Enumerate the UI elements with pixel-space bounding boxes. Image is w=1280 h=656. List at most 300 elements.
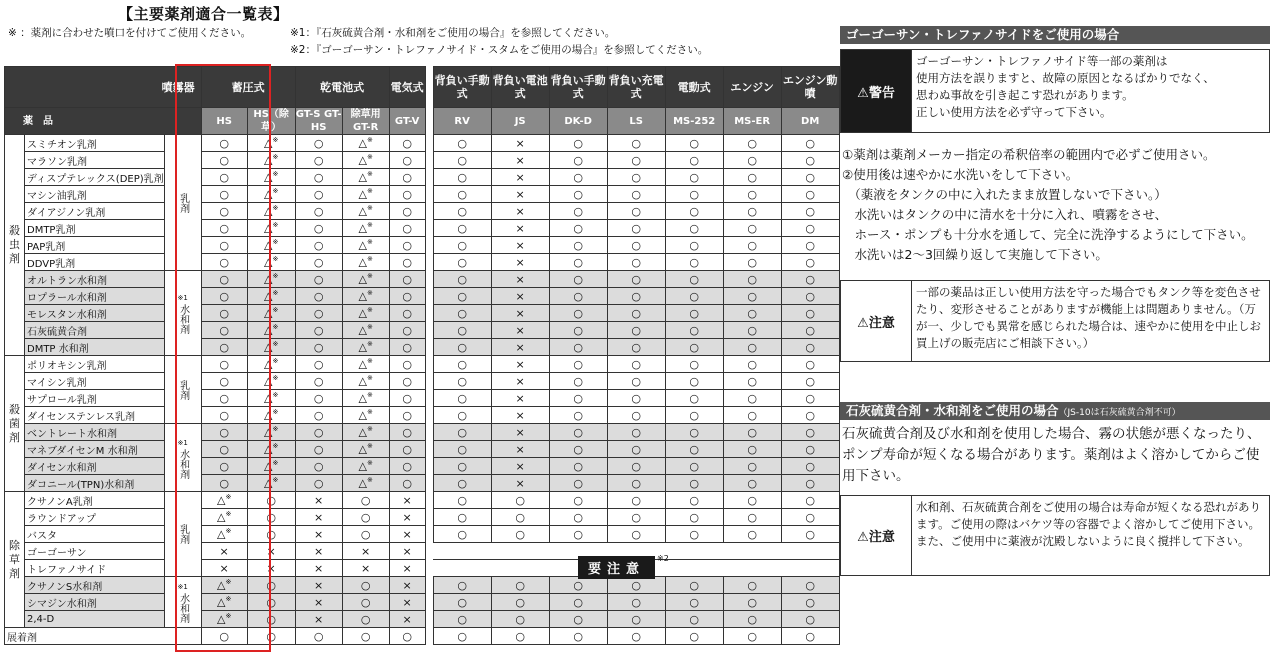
compat-cell: ○ xyxy=(433,577,491,594)
compat-cell: ○ xyxy=(781,135,839,152)
compat-cell: △※ xyxy=(247,152,295,169)
compat-cell: △※ xyxy=(342,339,389,356)
compat-cell: ○ xyxy=(247,577,295,594)
compat-cell: △※ xyxy=(342,322,389,339)
note-mark: ※ xyxy=(366,170,373,179)
wettable-mark: ※1 xyxy=(177,583,188,591)
compat-cell: ○ xyxy=(607,441,665,458)
compat-cell: ○ xyxy=(723,339,781,356)
compat-cell: ○ xyxy=(433,628,491,645)
caution-label: 要注意 xyxy=(578,556,655,579)
gap-cell xyxy=(425,237,433,254)
compat-cell: ○ xyxy=(723,475,781,492)
chemical-name: ダイアジノン乳剤 xyxy=(25,203,165,220)
compat-cell: ○ xyxy=(607,254,665,271)
compat-cell: △※ xyxy=(247,305,295,322)
gap-cell xyxy=(425,373,433,390)
compat-cell: ○ xyxy=(549,220,607,237)
table-row xyxy=(5,169,840,186)
compat-cell: ○ xyxy=(723,373,781,390)
compat-cell: ○ xyxy=(201,254,247,271)
model-header: GT-S GT-HS xyxy=(295,109,342,133)
compat-cell: ○ xyxy=(201,458,247,475)
compat-cell: △※ xyxy=(342,407,389,424)
compat-cell: ○ xyxy=(295,322,342,339)
compat-cell: ○ xyxy=(201,288,247,305)
compat-cell: ○ xyxy=(549,628,607,645)
compat-cell: × xyxy=(491,186,549,203)
compat-cell: ○ xyxy=(723,594,781,611)
compat-cell: ○ xyxy=(781,509,839,526)
note-mark: ※ xyxy=(366,391,373,400)
compat-cell: ○ xyxy=(665,356,723,373)
note-mark: ※ xyxy=(225,612,232,621)
compat-cell: × xyxy=(491,339,549,356)
model-header: DM xyxy=(781,108,839,135)
compat-cell: × xyxy=(389,543,425,560)
warning-line: 正しい使用方法を必ず守って下さい。 xyxy=(916,105,1112,119)
compat-cell: ○ xyxy=(781,271,839,288)
compat-cell: ○ xyxy=(781,441,839,458)
compat-cell: △※ xyxy=(342,373,389,390)
compat-cell: ○ xyxy=(781,577,839,594)
compat-cell: × xyxy=(247,543,295,560)
compat-cell: ○ xyxy=(665,322,723,339)
compat-cell: ○ xyxy=(389,322,425,339)
wettable-mark: ※1 xyxy=(177,438,188,447)
compat-cell: ○ xyxy=(665,254,723,271)
compat-cell: ○ xyxy=(607,356,665,373)
chemical-name: DMTP乳剤 xyxy=(25,220,165,237)
note-mark: ※ xyxy=(366,272,373,281)
compat-cell: ○ xyxy=(607,407,665,424)
compat-cell: ○ xyxy=(201,271,247,288)
compat-cell: ○ xyxy=(723,611,781,628)
compat-cell: ○ xyxy=(549,475,607,492)
compat-cell: ○ xyxy=(723,509,781,526)
gap-cell xyxy=(425,135,433,152)
compat-cell: × xyxy=(295,509,342,526)
gap-cell xyxy=(425,356,433,373)
compat-cell: ○ xyxy=(433,356,491,373)
compat-cell: ○ xyxy=(433,390,491,407)
compat-cell: ○ xyxy=(433,322,491,339)
compat-cell: ○ xyxy=(342,628,389,645)
note-mark: ※ xyxy=(366,408,373,417)
note-mark: ※ xyxy=(272,374,279,383)
gap-cell xyxy=(425,458,433,475)
table-row xyxy=(5,594,840,611)
compat-cell: ○ xyxy=(607,492,665,509)
table-row xyxy=(5,373,840,390)
table-row xyxy=(5,186,840,203)
compat-cell: △※ xyxy=(247,373,295,390)
compat-cell: ○ xyxy=(295,407,342,424)
note-mark: ※ xyxy=(366,136,373,145)
form-cell xyxy=(164,271,201,356)
compatibility-table xyxy=(4,66,840,645)
note-mark: ※ xyxy=(225,578,232,587)
compat-cell: △※ xyxy=(342,220,389,237)
compat-cell: ○ xyxy=(607,186,665,203)
compat-cell: ○ xyxy=(295,390,342,407)
compat-cell: ○ xyxy=(491,611,549,628)
compat-cell: ○ xyxy=(433,288,491,305)
table-row xyxy=(5,237,840,254)
chemical-name: マネブダイセンM 水和剤 xyxy=(25,441,165,458)
note-mark: ※ xyxy=(272,323,279,332)
compat-cell: ○ xyxy=(201,390,247,407)
compat-cell: ○ xyxy=(295,169,342,186)
compat-cell: △※ xyxy=(201,526,247,543)
compat-cell: ○ xyxy=(389,628,425,645)
compat-cell: ○ xyxy=(491,594,549,611)
compat-cell: ○ xyxy=(295,475,342,492)
note-mark: ※ xyxy=(225,595,232,604)
note-mark: ※ xyxy=(272,459,279,468)
compat-cell: △※ xyxy=(247,237,295,254)
compat-cell: ○ xyxy=(389,475,425,492)
model-header: RV xyxy=(433,108,491,135)
compat-cell: △※ xyxy=(342,288,389,305)
note-mark: ※ xyxy=(366,255,373,264)
table-row xyxy=(5,288,840,305)
compat-cell: △※ xyxy=(247,203,295,220)
caution-box-2 xyxy=(840,495,1270,576)
compat-cell: ○ xyxy=(665,492,723,509)
compat-cell: ○ xyxy=(781,339,839,356)
compat-cell: ○ xyxy=(665,424,723,441)
note-mark: ※ xyxy=(272,238,279,247)
compat-cell: ○ xyxy=(665,220,723,237)
compat-cell: × xyxy=(389,509,425,526)
compat-cell: × xyxy=(491,305,549,322)
table-row xyxy=(5,203,840,220)
gap-cell xyxy=(425,169,433,186)
compat-cell: ○ xyxy=(665,407,723,424)
compat-cell: × xyxy=(491,203,549,220)
compat-cell: ○ xyxy=(389,305,425,322)
compat-cell: ○ xyxy=(665,135,723,152)
compat-cell: ○ xyxy=(723,305,781,322)
compat-cell: ○ xyxy=(723,220,781,237)
compat-cell: ○ xyxy=(723,152,781,169)
note-1: ※ ：薬剤に合わせた噴口を付けてご使用ください。 xyxy=(8,27,252,39)
compat-cell: × xyxy=(247,560,295,577)
compat-cell: ○ xyxy=(607,475,665,492)
compat-cell: ○ xyxy=(433,203,491,220)
compat-cell: ○ xyxy=(433,458,491,475)
compat-cell: ○ xyxy=(433,186,491,203)
compat-cell: ○ xyxy=(665,339,723,356)
compat-cell: × xyxy=(491,390,549,407)
model-header: LS xyxy=(607,108,665,135)
note-mark: ※ xyxy=(225,493,232,502)
caution-text-1: 一部の薬品は正しい使用方法を守った場合でもタンク等を変色させたり、変形させることがありますが機能上は問題ありません。（万が一、少しでも異常を感じられた場合は、速やかに使用を中止しお買上げの販売店にご相談下さい。） xyxy=(916,285,1261,350)
compat-cell: ○ xyxy=(665,475,723,492)
compat-cell: △※ xyxy=(201,611,247,628)
gap-cell xyxy=(425,203,433,220)
gap-cell xyxy=(425,407,433,424)
corner-header-sprayer: 噴霧器 xyxy=(5,67,202,108)
compat-cell: ○ xyxy=(549,373,607,390)
table-row xyxy=(5,492,840,509)
compat-cell: ○ xyxy=(723,441,781,458)
compat-cell: ○ xyxy=(201,186,247,203)
gap-cell xyxy=(425,305,433,322)
compat-cell: ○ xyxy=(295,152,342,169)
note-mark: ※ xyxy=(366,221,373,230)
gap-cell xyxy=(425,543,433,560)
compat-cell: ○ xyxy=(781,373,839,390)
note-mark: ※ xyxy=(272,408,279,417)
compat-cell: ○ xyxy=(607,577,665,594)
compat-cell: ○ xyxy=(295,254,342,271)
instruction-line: ①薬剤は薬剤メーカー指定の希釈倍率の範囲内で必ずご使用さい。 xyxy=(842,147,1216,162)
note-mark: ※ xyxy=(366,442,373,451)
compat-cell: ○ xyxy=(295,373,342,390)
note-mark: ※ xyxy=(272,340,279,349)
compat-cell: ○ xyxy=(549,152,607,169)
table-row xyxy=(5,526,840,543)
compat-cell: ○ xyxy=(607,424,665,441)
page-title: 【主要薬剤適合一覧表】 xyxy=(118,5,289,23)
compat-cell: △※ xyxy=(247,186,295,203)
compat-cell: ○ xyxy=(433,509,491,526)
compat-cell: ○ xyxy=(549,237,607,254)
gap-cell xyxy=(425,288,433,305)
compat-cell: × xyxy=(491,271,549,288)
compat-cell: ○ xyxy=(665,458,723,475)
compat-cell: ○ xyxy=(549,509,607,526)
compat-cell: ○ xyxy=(389,373,425,390)
form-label: 乳剤 xyxy=(177,192,189,213)
compat-cell: △※ xyxy=(342,356,389,373)
group-header: 電動式 xyxy=(665,67,723,108)
chemical-name: ダイセン水和剤 xyxy=(25,458,165,475)
compat-cell: ○ xyxy=(433,526,491,543)
compat-cell: ○ xyxy=(549,271,607,288)
chemical-name: マラソン乳剤 xyxy=(25,152,165,169)
compat-cell: × xyxy=(201,560,247,577)
compat-cell: ○ xyxy=(723,356,781,373)
lime-sulfur-text: 石灰硫黄合剤及び水和剤を使用した場合、霧の状態が悪くなったり、ポンプ寿命が短くなる場合があります。薬剤はよく溶かしてからご使用下さい。 xyxy=(842,426,1261,484)
chemical-name: 展着剤 xyxy=(5,628,202,645)
compat-cell: ○ xyxy=(201,220,247,237)
compat-cell: △※ xyxy=(247,169,295,186)
table-row xyxy=(5,271,840,288)
compat-cell: ○ xyxy=(723,577,781,594)
compat-cell: × xyxy=(201,543,247,560)
compat-cell: ○ xyxy=(342,526,389,543)
warning-box xyxy=(840,49,1270,133)
compat-cell: ○ xyxy=(607,203,665,220)
caution-label-1: ⚠注意 xyxy=(841,281,912,361)
compat-cell: ○ xyxy=(607,305,665,322)
compat-cell: △※ xyxy=(247,475,295,492)
compat-cell: ○ xyxy=(665,577,723,594)
chemical-name: オルトラン水和剤 xyxy=(25,271,165,288)
compat-cell: ○ xyxy=(781,356,839,373)
compat-cell: △※ xyxy=(247,220,295,237)
compat-cell: ○ xyxy=(389,356,425,373)
compat-cell: △※ xyxy=(342,305,389,322)
compat-cell: △※ xyxy=(342,390,389,407)
compat-cell: ○ xyxy=(491,509,549,526)
form-cell xyxy=(164,492,201,577)
warning-line: 思わぬ事故を引き起こす恐れがあります。 xyxy=(916,88,1134,102)
table-row xyxy=(5,390,840,407)
note-mark: ※ xyxy=(225,510,232,519)
compat-cell: △※ xyxy=(201,509,247,526)
compat-cell: ○ xyxy=(491,577,549,594)
compat-cell: ○ xyxy=(201,441,247,458)
compat-cell: ○ xyxy=(389,458,425,475)
compat-cell: ○ xyxy=(549,407,607,424)
gap-cell xyxy=(425,67,433,135)
compat-cell: ○ xyxy=(295,288,342,305)
compat-cell: ○ xyxy=(342,594,389,611)
note-mark: ※ xyxy=(366,289,373,298)
section-title-gogosan: ゴーゴーサン・トレファノサイドをご使用の場合 xyxy=(840,26,1270,44)
compat-cell: ○ xyxy=(607,237,665,254)
compat-cell: ○ xyxy=(295,441,342,458)
compat-cell: ○ xyxy=(389,237,425,254)
compat-cell: ○ xyxy=(201,237,247,254)
note-mark: ※ xyxy=(272,289,279,298)
compat-cell: ○ xyxy=(665,288,723,305)
form-label: 乳剤 xyxy=(177,524,189,544)
chemical-name: モレスタン水和剤 xyxy=(25,305,165,322)
table-row xyxy=(5,424,840,441)
gap-cell xyxy=(425,526,433,543)
compat-cell: ○ xyxy=(781,254,839,271)
compat-cell: ○ xyxy=(389,220,425,237)
note-mark: ※ xyxy=(272,153,279,162)
table-row xyxy=(5,577,840,594)
gap-cell xyxy=(425,441,433,458)
compat-cell: ○ xyxy=(201,135,247,152)
compat-cell: ○ xyxy=(201,424,247,441)
compat-cell: ○ xyxy=(723,390,781,407)
compat-cell: ○ xyxy=(665,509,723,526)
chemical-name: ポリオキシン乳剤 xyxy=(25,356,165,373)
compat-cell: ○ xyxy=(607,135,665,152)
compat-cell: ○ xyxy=(781,611,839,628)
compat-cell: × xyxy=(491,169,549,186)
chemical-name: ベントレート水和剤 xyxy=(25,424,165,441)
note-mark: ※ xyxy=(272,170,279,179)
compat-cell: ○ xyxy=(781,407,839,424)
compat-cell: ○ xyxy=(433,305,491,322)
compat-cell: ○ xyxy=(607,594,665,611)
compat-cell: ○ xyxy=(433,271,491,288)
group-header: エンジン動噴 xyxy=(781,67,839,108)
compat-cell: ○ xyxy=(607,152,665,169)
compat-cell: ○ xyxy=(781,169,839,186)
compat-cell: ○ xyxy=(549,254,607,271)
instruction-line: （薬液をタンクの中に入れたまま放置しないで下さい。） xyxy=(842,187,1167,202)
compat-cell: ○ xyxy=(723,458,781,475)
note-2: ※1：『石灰硫黄合剤・水和剤をご使用の場合』を参照してください。 xyxy=(290,27,616,39)
compat-cell: ○ xyxy=(201,628,247,645)
compat-cell: ○ xyxy=(549,322,607,339)
form-label: 水和剤 xyxy=(177,304,189,334)
note-3: ※2：『ゴーゴーサン・トレファノサイド・スタムをご使用の場合』を参照してください。 xyxy=(290,44,709,56)
compat-cell: △※ xyxy=(342,254,389,271)
compat-cell: △※ xyxy=(247,339,295,356)
model-header: GT-V xyxy=(389,108,425,135)
table-row xyxy=(5,407,840,424)
compat-cell: × xyxy=(342,560,389,577)
compat-cell: ○ xyxy=(201,203,247,220)
note-mark: ※ xyxy=(272,221,279,230)
chemical-name: バスタ xyxy=(25,526,165,543)
compat-cell: ○ xyxy=(549,305,607,322)
caution-mark: ※2 xyxy=(657,554,669,563)
table-row xyxy=(5,628,840,645)
compat-cell: ○ xyxy=(723,169,781,186)
table-row xyxy=(5,458,840,475)
compat-cell: ○ xyxy=(201,475,247,492)
note-mark: ※ xyxy=(366,357,373,366)
compat-cell: ○ xyxy=(781,220,839,237)
chemical-name: 石灰硫黄合剤 xyxy=(25,322,165,339)
note-mark: ※ xyxy=(366,425,373,434)
compat-cell: △※ xyxy=(247,271,295,288)
compat-cell: × xyxy=(491,237,549,254)
compat-cell: ○ xyxy=(389,288,425,305)
gap-cell xyxy=(425,611,433,628)
chemical-name: マシン油乳剤 xyxy=(25,186,165,203)
compat-cell: ○ xyxy=(201,373,247,390)
caution-box-1 xyxy=(840,280,1270,362)
note-mark: ※ xyxy=(272,391,279,400)
compat-cell: × xyxy=(389,577,425,594)
table-row xyxy=(5,220,840,237)
section-title-lime-sulfur: 石灰硫黄合剤・水和剤をご使用の場合（JS-10は石灰硫黄合剤不可） xyxy=(840,402,1270,420)
note-mark: ※ xyxy=(272,425,279,434)
compat-cell: × xyxy=(295,594,342,611)
wettable-mark: ※1 xyxy=(177,294,188,302)
compat-cell: ○ xyxy=(781,288,839,305)
compat-cell: ○ xyxy=(433,611,491,628)
compat-cell: ○ xyxy=(433,220,491,237)
compat-cell: ○ xyxy=(389,254,425,271)
compat-cell: ○ xyxy=(247,594,295,611)
chemical-name: PAP乳剤 xyxy=(25,237,165,254)
compat-cell: × xyxy=(491,322,549,339)
note-mark: ※ xyxy=(366,323,373,332)
gap-cell xyxy=(425,509,433,526)
note-mark: ※ xyxy=(366,238,373,247)
compat-cell: ○ xyxy=(781,458,839,475)
compat-cell: × xyxy=(295,577,342,594)
table-row xyxy=(5,254,840,271)
compat-cell: △※ xyxy=(342,152,389,169)
compat-cell: × xyxy=(389,560,425,577)
compat-cell: ○ xyxy=(201,339,247,356)
compat-cell: × xyxy=(295,492,342,509)
form-label: 水和剤 xyxy=(177,448,189,479)
compat-cell: × xyxy=(295,611,342,628)
model-header: HS（除草） xyxy=(247,108,295,135)
compat-cell: ○ xyxy=(665,203,723,220)
compat-cell: △※ xyxy=(247,135,295,152)
gap-cell xyxy=(425,322,433,339)
compat-cell: × xyxy=(491,475,549,492)
compat-cell: ○ xyxy=(781,203,839,220)
